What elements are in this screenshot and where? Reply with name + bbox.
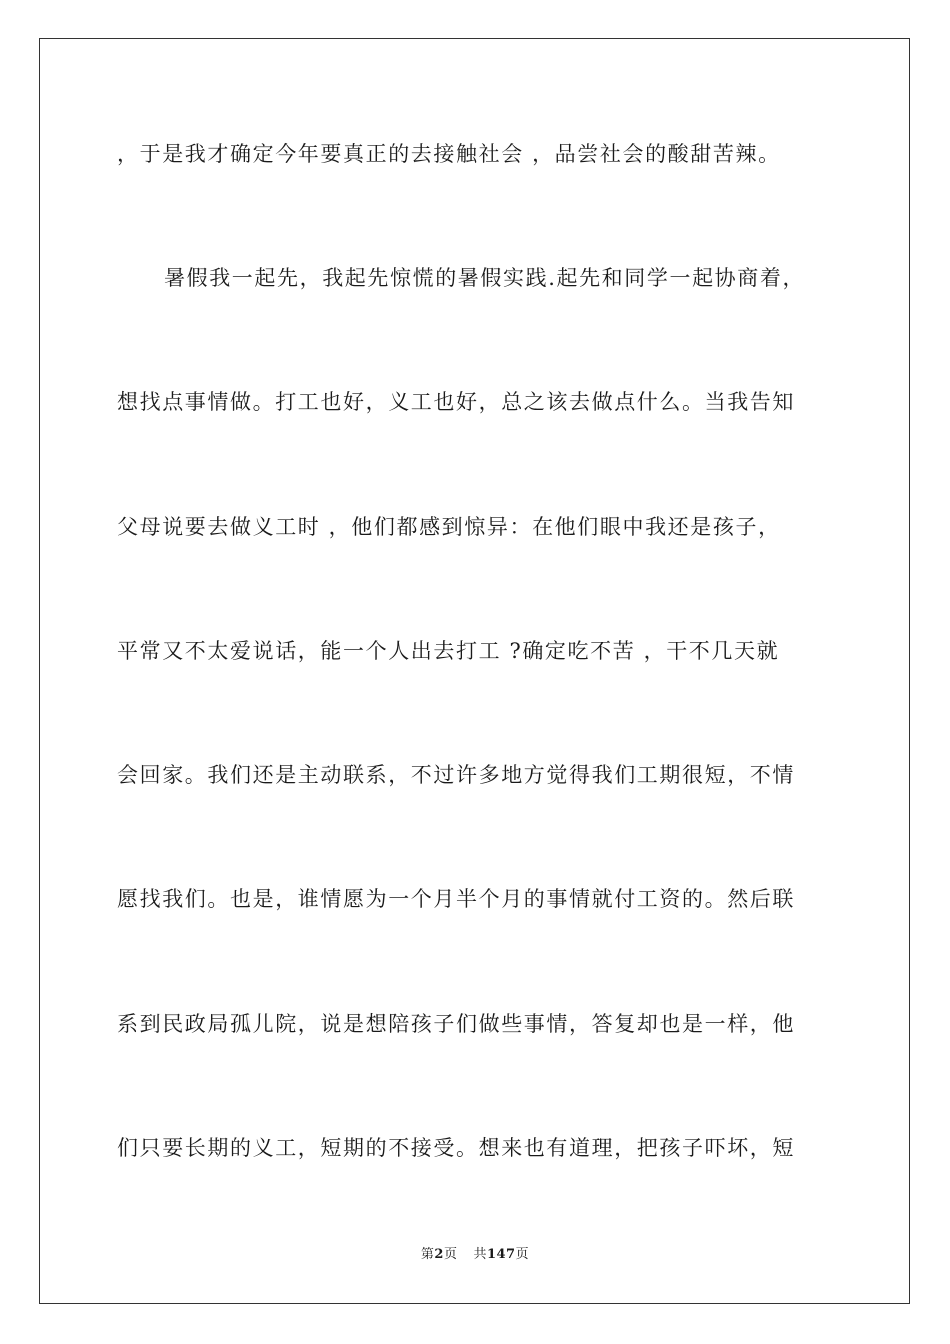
text-line-4: 父母说要去做义工时 ，他们都感到惊异：在他们眼中我还是孩子， xyxy=(117,515,781,539)
page-footer xyxy=(0,1246,950,1264)
total-suffix: 页 xyxy=(515,1247,530,1262)
text-line-9: 们只要长期的义工，短期的不接受。想来也有道理，把孩子吓坏，短 xyxy=(117,1136,795,1160)
text-line-7: 愿找我们。也是，谁情愿为一个月半个月的事情就付工资的。然后联 xyxy=(117,887,795,911)
text-line-8: 系到民政局孤儿院，说是想陪孩子们做些事情，答复却也是一样，他 xyxy=(117,1012,795,1036)
text-line-5: 平常又不太爱说话，能一个人出去打工 ?确定吃不苦 ，干不几天就 xyxy=(117,639,780,663)
text-line-2: 暑假我一起先，我起先惊慌的暑假实践.起先和同学一起协商着， xyxy=(164,266,806,290)
page-prefix: 第 xyxy=(420,1247,435,1262)
page-suffix: 页 xyxy=(443,1247,458,1262)
text-line-3: 想找点事情做。打工也好，义工也好，总之该去做点什么。当我告知 xyxy=(117,390,795,414)
page-number: 2 xyxy=(434,1247,444,1262)
total-pages: 147 xyxy=(486,1247,516,1262)
text-line-1: ，于是我才确定今年要真正的去接触社会 ，品尝社会的酸甜苦辣。 xyxy=(117,142,781,166)
text-line-6: 会回家。我们还是主动联系，不过许多地方觉得我们工期很短，不情 xyxy=(117,763,795,787)
page-border xyxy=(39,38,910,1304)
total-prefix: 共 xyxy=(473,1247,487,1262)
